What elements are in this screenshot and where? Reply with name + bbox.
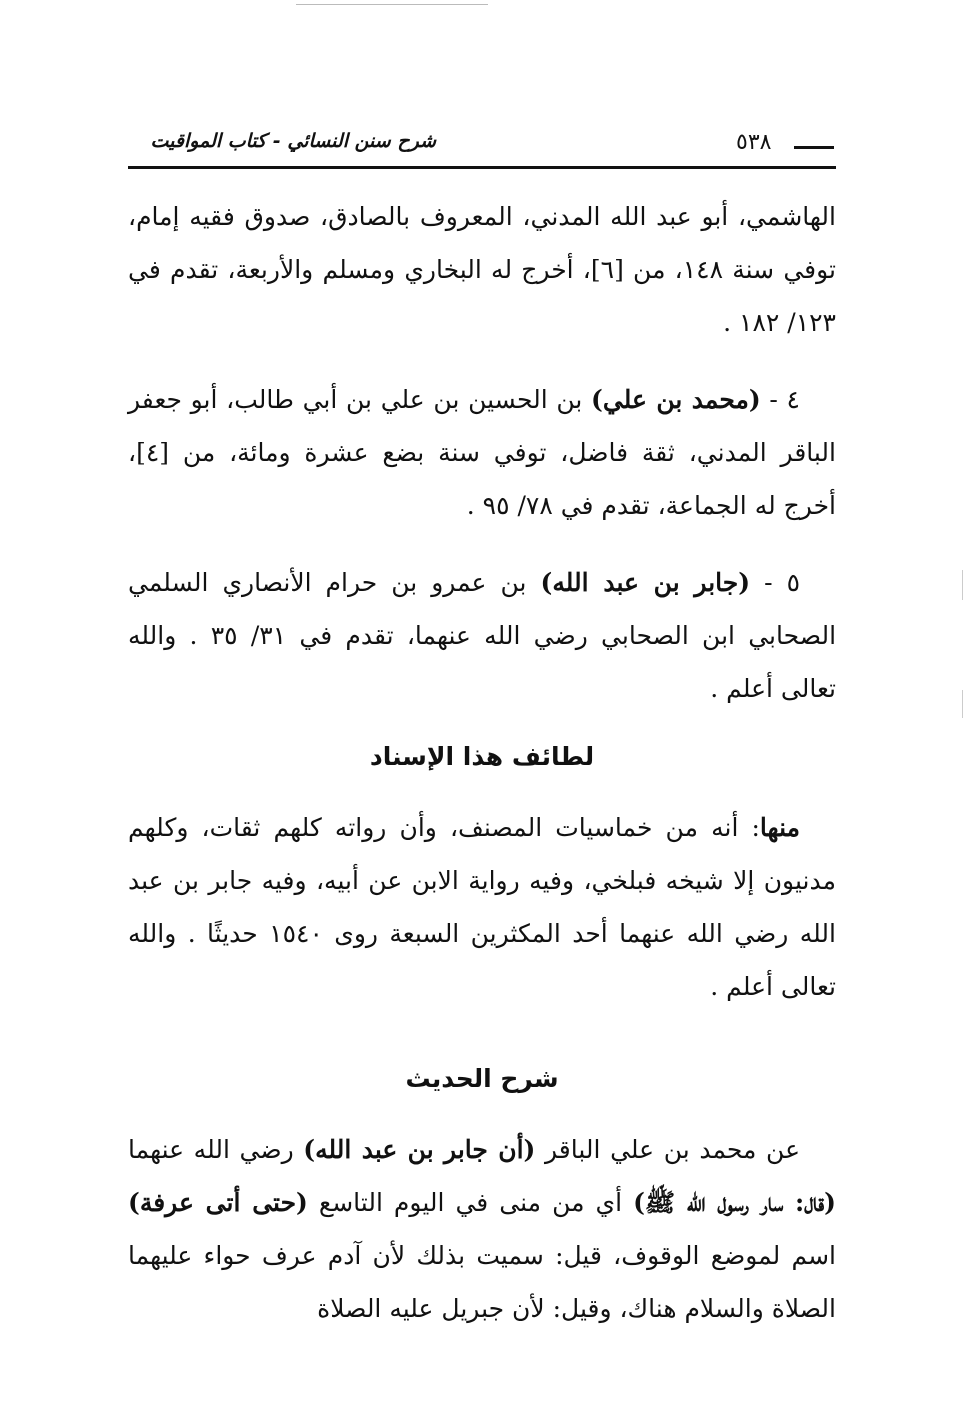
text-segment: عن محمد بن علي الباقر xyxy=(535,1135,800,1164)
text-segment: بن عمرو بن حرام الأنصاري السلمي الصحابي ابن الصحابي رضي الله عنهما، تقدم في ٣١/ ٣٥ . والله تعالى أعلم . xyxy=(128,568,837,703)
narrator-paragraph xyxy=(128,190,836,349)
page-body xyxy=(128,190,836,1335)
isnad-paragraph xyxy=(128,801,836,1013)
text-segment: الهاشمي، أبو عبد الله المدني، المعروف بالصادق، صدوق فقيه إمام، توفي سنة ١٤٨، من [٦]، أخرج له البخاري ومسلم والأربعة، تقدم في ١٢٣/ ١٨٢ . xyxy=(128,202,836,337)
page-number: ٥٣٨ xyxy=(736,130,772,155)
text-segment: ٥ - xyxy=(750,568,800,597)
text-segment: : أنه من خماسيات المصنف، وأن رواته كلهم ثقات، وكلهم مدنيون إلا شيخه فبلخي، وفيه رواية الابن عن أبيه، وفيه جابر بن عبد الله رضي الله عنهما أحد المكثرين السبعة روى ١٥٤٠ حديثًا . والله تعالى أعلم . xyxy=(128,813,836,1001)
page-header xyxy=(128,126,836,170)
quoted-text: (قال: سار رسول الله ﷺ) xyxy=(633,1188,836,1217)
scan-edge-mark xyxy=(962,570,963,600)
section-heading: لطائف هذا الإسناد xyxy=(369,742,595,771)
header-rule xyxy=(128,166,836,169)
scan-top-rule xyxy=(296,4,488,5)
text-segment: بن الحسين بن علي بن أبي طالب، أبو جعفر الباقر المدني، ثقة فاضل، توفي سنة بضع عشرة ومائة، من [٤]، أخرج له الجماعة، تقدم في ٧٨/ ٩٥ . xyxy=(128,385,836,520)
narrator-name: (جابر بن عبد الله) xyxy=(540,568,751,597)
running-title: شرح سنن النسائي - كتاب المواقيت xyxy=(150,130,436,152)
quoted-text: (حتى أتى عرفة) xyxy=(128,1188,308,1217)
narrator-paragraph xyxy=(128,373,836,532)
text-segment: ٤ - xyxy=(760,385,800,414)
narrator-name: (محمد بن علي) xyxy=(591,385,761,414)
text-segment: أي من منى في اليوم التاسع xyxy=(307,1188,634,1217)
narrator-paragraph xyxy=(128,556,836,715)
text-segment: رضي الله عنهما xyxy=(128,1135,304,1164)
page-number-dash xyxy=(794,146,834,149)
section-heading: شرح الحديث xyxy=(405,1064,559,1093)
hadith-paragraph xyxy=(128,1123,836,1335)
scan-edge-mark xyxy=(962,690,963,718)
quoted-text: (أن جابر بن عبد الله) xyxy=(303,1135,536,1164)
text-segment: اسم لموضع الوقوف، قيل: سميت بذلك لأن آدم عرف حواء عليهما الصلاة والسلام هناك، وقيل: لأن جبريل عليه الصلاة xyxy=(128,1241,836,1323)
lead-word: منها xyxy=(759,813,800,842)
